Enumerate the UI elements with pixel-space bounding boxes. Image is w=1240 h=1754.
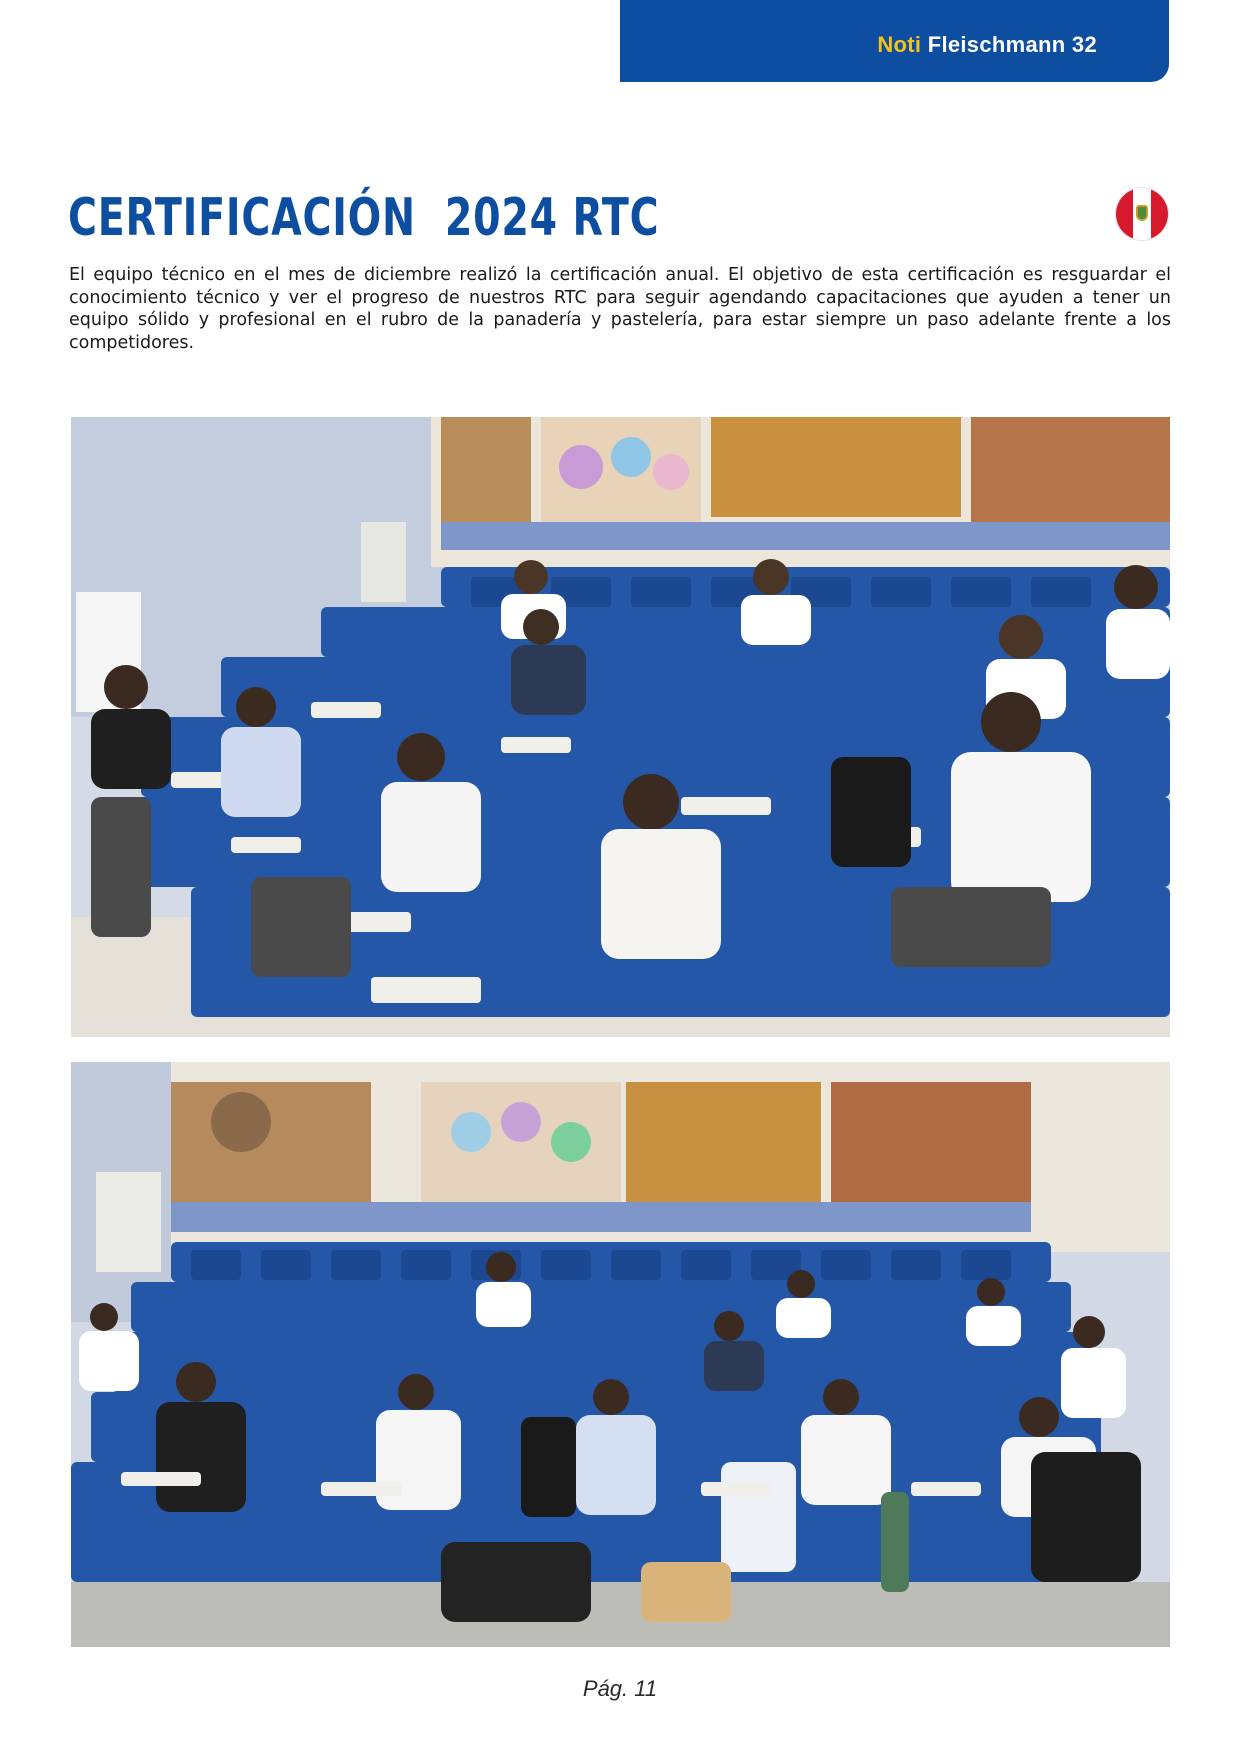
training-room-photo-1 <box>71 417 1170 1037</box>
page-number: Pág. 11 <box>582 1676 658 1701</box>
header-banner <box>620 0 1169 82</box>
article-title: CERTIFICACIÓN 2024 RTC <box>68 188 660 248</box>
peru-flag-icon <box>1116 188 1168 240</box>
training-room-photo-2 <box>71 1062 1170 1647</box>
header-brand: Fleischmann <box>927 32 1066 57</box>
training-room-photo-1-illustration <box>71 417 1170 1037</box>
flag-emblem <box>1136 205 1148 221</box>
article-body: El equipo técnico en el mes de diciembre realizó la certificación anual. El objetivo de esta certificación es resguardar el conocimiento técnico y ver el progreso de nuestros RTC para seguir agendando capacitaciones que ayuden a tener un equipo sólido y profesional en el rubro de la panadería y pastelería, para estar siempre un paso adelante frente a los competidores. <box>69 265 1171 353</box>
publication-title <box>620 32 1097 58</box>
header-issue: 32 <box>1071 32 1097 57</box>
training-room-photo-2-illustration <box>71 1062 1170 1647</box>
header-noti: Noti <box>877 32 922 57</box>
